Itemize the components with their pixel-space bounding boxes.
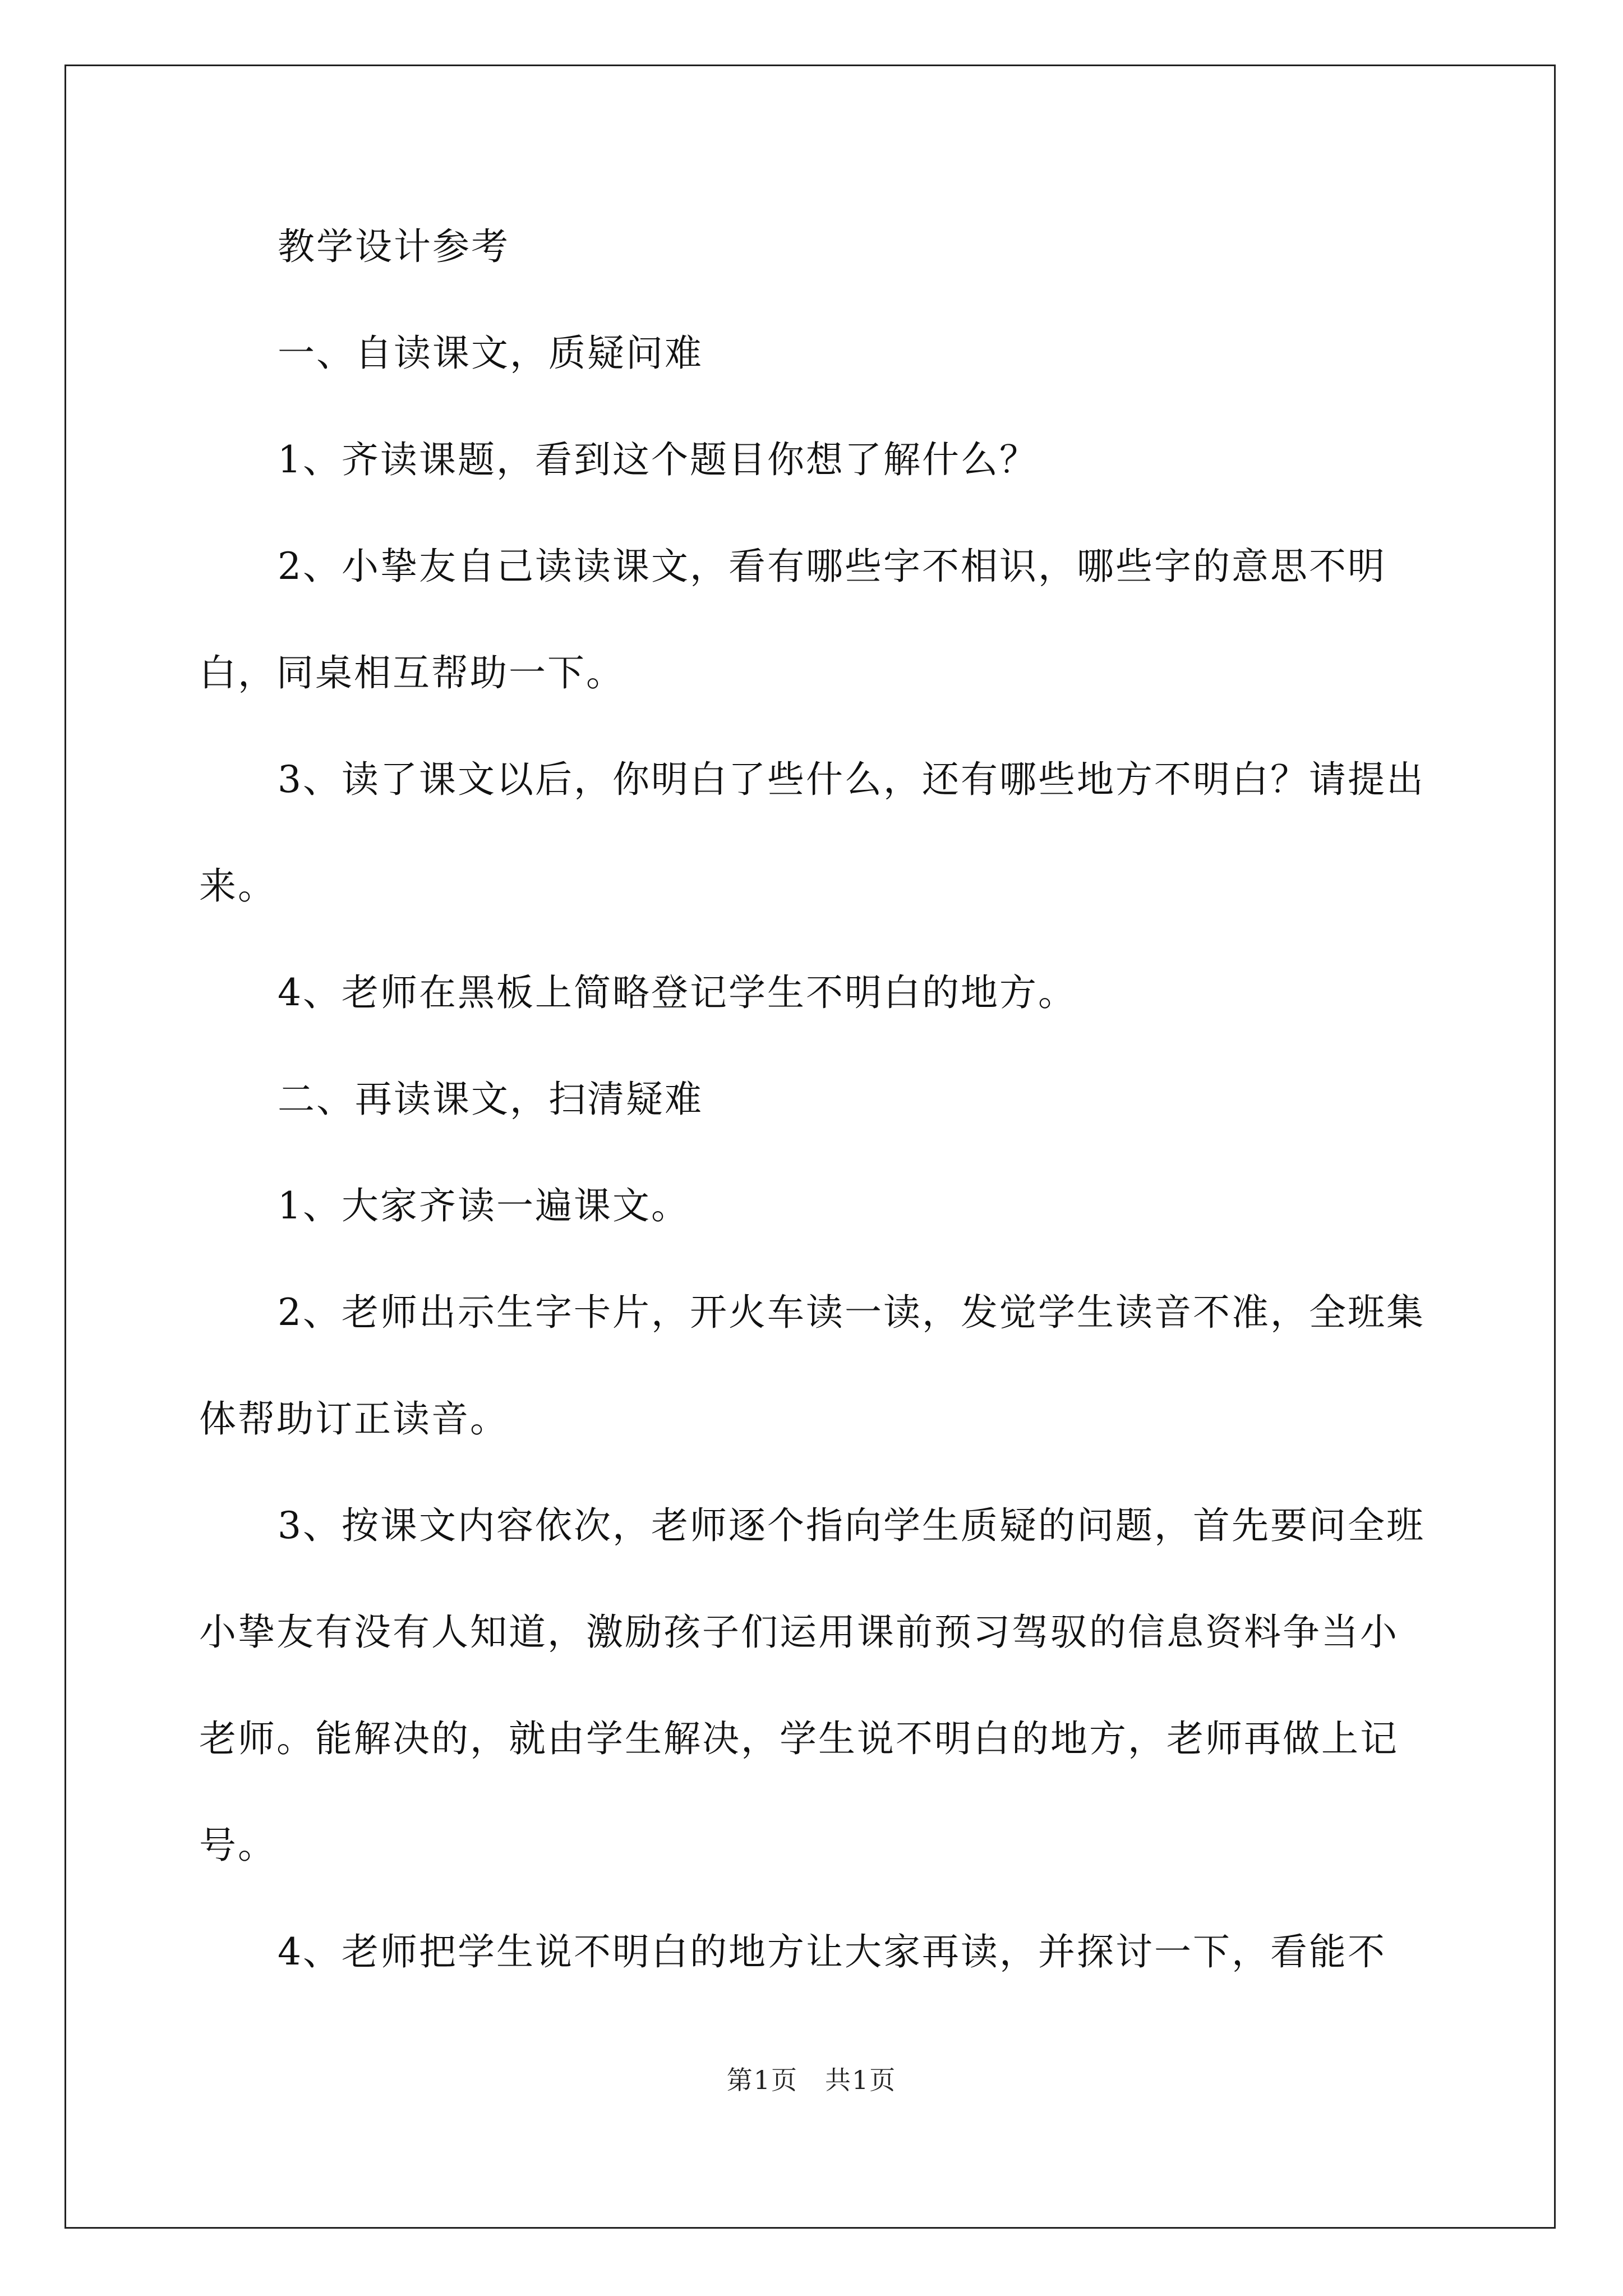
list-item: 4、老师在黑板上简略登记学生不明白的地方。 <box>278 971 1077 1014</box>
list-item: 2、老师出示生字卡片，开火车读一读，发觉学生读音不准，全班集体帮助订正读音。 <box>199 1291 1425 1441</box>
list-item: 4、老师把学生说不明白的地方让大家再读，并探讨一下，看能不 <box>278 1930 1386 1973</box>
list-item: 3、按课文内容依次，老师逐个指向学生质疑的问题，首先要问全班小挚友有没有人知道，激励孩子们运用课前预习驾驭的信息资料争当小老师。能解决的，就由学生解决，学生说不明白的地方，老师再做上记号。 <box>199 1504 1425 1867</box>
section-heading: 二、再读课文，扫清疑难 <box>278 1078 703 1121</box>
list-item: 1、大家齐读一遍课文。 <box>278 1184 690 1227</box>
document-title: 教学设计参考 <box>278 225 510 268</box>
list-item: 3、读了课文以后，你明白了些什么，还有哪些地方不明白？请提出来。 <box>199 758 1425 908</box>
document-body <box>199 194 1433 2005</box>
page-number-footer: 第1页 共1页 <box>726 2065 897 2095</box>
section-heading: 一、自读课文，质疑问难 <box>278 332 703 375</box>
list-item: 1、齐读课题，看到这个题目你想了解什么？ <box>278 438 1038 481</box>
list-item: 2、小挚友自己读读课文，看有哪些字不相识，哪些字的意思不明白，同桌相互帮助一下。 <box>199 545 1386 694</box>
